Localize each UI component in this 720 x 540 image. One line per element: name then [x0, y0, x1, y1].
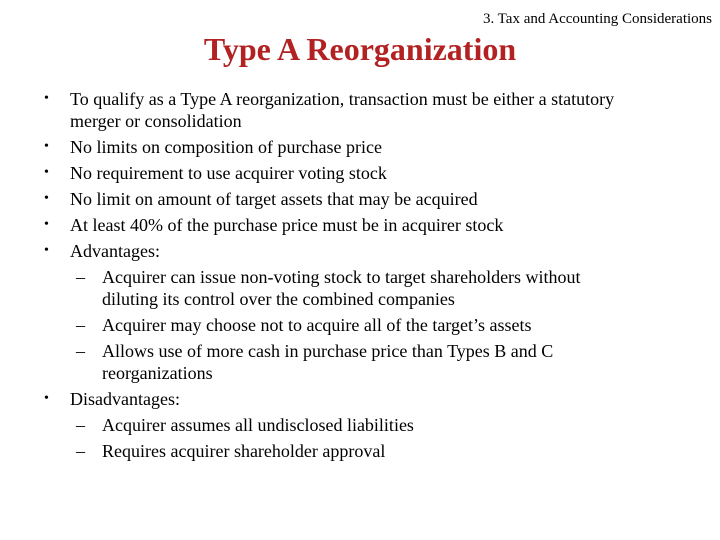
- list-item: [0, 162, 630, 184]
- list-item-disadvantages: [0, 388, 630, 410]
- sub-list-item: [0, 340, 640, 384]
- list-item-text: No requirement to use acquirer voting stock: [70, 163, 387, 183]
- dash-marker: –: [76, 315, 85, 335]
- list-item-text: To qualify as a Type A reorganization, transaction must be either a statutory merger or consolidation: [70, 89, 615, 131]
- list-item-text: At least 40% of the purchase price must be in acquirer stock: [70, 215, 504, 235]
- sub-list-item-text: Requires acquirer shareholder approval: [102, 441, 386, 461]
- list-item: [0, 136, 630, 158]
- bullet-marker: •: [44, 217, 49, 232]
- list-item-text: Disadvantages:: [70, 389, 180, 409]
- bullet-marker: •: [44, 243, 49, 258]
- list-item: [0, 88, 630, 132]
- list-item-advantages: [0, 240, 630, 262]
- sub-list-item-text: Acquirer assumes all undisclosed liabilities: [102, 415, 414, 435]
- bullet-marker: •: [44, 391, 49, 406]
- dash-marker: –: [76, 341, 85, 361]
- slide-title: Type A Reorganization: [203, 31, 517, 67]
- section-label: 3. Tax and Accounting Considerations: [482, 11, 712, 27]
- sub-list-item: [0, 414, 640, 436]
- list-item: [0, 214, 630, 236]
- dash-marker: –: [76, 267, 85, 287]
- sub-list-item-text: Allows use of more cash in purchase price than Types B and C reorganizations: [102, 341, 554, 383]
- bullet-list: [0, 88, 720, 466]
- bullet-marker: •: [44, 165, 49, 180]
- bullet-marker: •: [44, 191, 49, 206]
- list-item-text: No limit on amount of target assets that may be acquired: [70, 189, 478, 209]
- list-item-text: Advantages:: [70, 241, 160, 261]
- sub-list-item: [0, 314, 640, 336]
- sub-list-item-text: Acquirer may choose not to acquire all of the target’s assets: [102, 315, 532, 335]
- list-item: [0, 188, 630, 210]
- bullet-marker: •: [44, 91, 49, 106]
- sub-list-item: [0, 266, 640, 310]
- bullet-marker: •: [44, 139, 49, 154]
- list-item-text: No limits on composition of purchase price: [70, 137, 382, 157]
- dash-marker: –: [76, 441, 85, 461]
- sub-list-item-text: Acquirer can issue non-voting stock to target shareholders without diluting its control over the combined companies: [102, 267, 581, 309]
- sub-list-item: [0, 440, 640, 462]
- dash-marker: –: [76, 415, 85, 435]
